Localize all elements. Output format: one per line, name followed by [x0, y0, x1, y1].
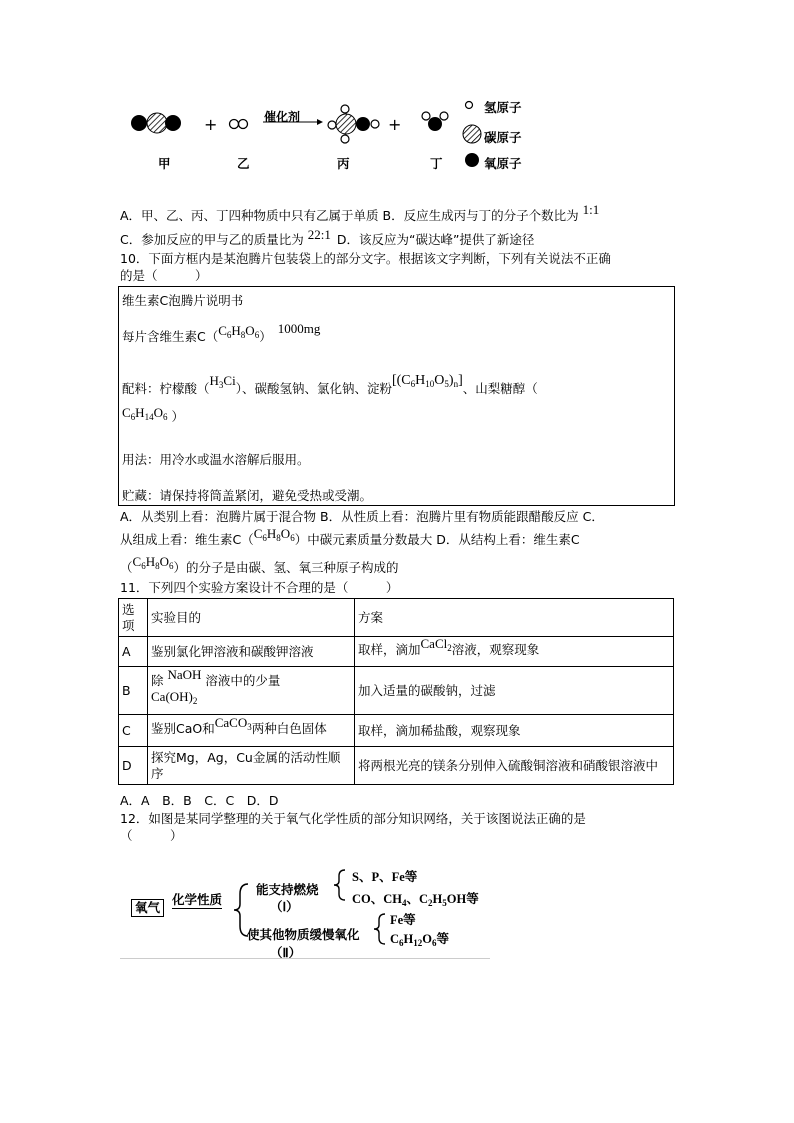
q9-option-ab: A．甲、乙、丙、丁四种物质中只有乙属于单质 B．反应生成丙与丁的分子个数比为 1:1	[120, 202, 600, 223]
table-row: C 鉴别CaO和CaCO$_3$两种白色固体 取样，滴加稀盐酸，观察现象	[119, 715, 674, 747]
molecule-bing	[328, 105, 379, 143]
table-row: A 鉴别氯化钾溶液和碳酸钾溶液 取样，滴加CaCl$_2$溶液，观察现象	[119, 637, 674, 667]
branch-combustion-b: CO、$CH_4$、$C_2H_5OH$等	[352, 892, 479, 908]
ratio-22-1: 22:1	[307, 227, 331, 242]
label-yi: 乙	[237, 156, 250, 171]
branch-combustion: 能支持燃烧	[256, 883, 319, 897]
q10-option-cd: 从组成上看：维生素$C(C_6H_8O_6)$中碳元素质量分数最大 D．从结构上看：维生素C	[120, 526, 580, 547]
branch-slow-a: Fe等	[390, 913, 416, 927]
q12-stem: 12．如图是某同学整理的关于氧气化学性质的部分知识网络，关于该图说法正确的是	[120, 811, 586, 826]
catalyst-label: 催化剂	[264, 110, 301, 124]
plus-sign-2: +	[388, 115, 402, 134]
q10-option-d-cont: $(C_6H_8O_6)$的分子是由碳、氢、氧三种原子构成的	[120, 554, 399, 575]
molecule-ding	[422, 112, 448, 131]
experiment-table	[118, 598, 674, 785]
branch-combustion-a: S、P、Fe等	[352, 870, 418, 884]
diagram-bottom-rule	[120, 958, 490, 959]
box-usage: 用法：用冷水或温水溶解后服用。	[122, 452, 310, 467]
header-purpose: 实验目的	[148, 599, 355, 637]
box-content-line: 每片含维生素$C(C_6H_8O_6)1000mg$	[122, 321, 321, 344]
q9-option-cd: C．参加反应的甲与乙的质量比为 22:1 D．该反应为“碳达峰”提供了新途径	[120, 227, 535, 247]
molecule-yi	[230, 120, 248, 129]
table-header-row	[119, 599, 674, 637]
q11-options: A．A B．B C．C D．D	[120, 793, 279, 808]
prop-chemical: 化学性质	[172, 893, 223, 907]
plus-sign-1: +	[204, 115, 218, 134]
legend-oxygen: 氧原子	[484, 156, 522, 171]
box-title: 维生素C泡腾片说明书	[122, 293, 244, 308]
branch-slow-oxidation: 使其他物质缓慢氧化	[247, 928, 360, 942]
q12-paren: （ ）	[120, 828, 183, 843]
legend-hydrogen: 氢原子	[484, 100, 522, 115]
box-ingredients-line: 配料：柠檬酸$(H_3Ci)$、碳酸氢钠、氯化钠、淀粉$[(C_6H_{10}O_5)_n]$、山梨糖醇（	[122, 373, 538, 396]
label-bing: 丙	[337, 156, 350, 171]
header-option: 选项	[119, 599, 148, 637]
root-oxygen: 氧气	[131, 899, 164, 917]
molecule-jia	[131, 113, 181, 133]
table-row: B 除 NaOH 溶液中的少量 $Ca(OH)_2$ 加入适量的碳酸钠，过滤	[119, 667, 674, 715]
box-storage: 贮藏：请保持将筒盖紧闭，避免受热或受潮。	[122, 488, 373, 503]
oxygen-knowledge-diagram	[120, 860, 490, 960]
q10-option-ab: A．从类别上看：泡腾片属于混合物 B．从性质上看：泡腾片里有物质能跟醋酸反应 C．	[120, 509, 604, 524]
q10-stem-line1: 10．下面方框内是某泡腾片包装袋上的部分文字。根据该文字判断，下列有关说法不正确	[120, 251, 611, 266]
table-row: D 探究Mg，Ag，Cu金属的活动性顺序 将两根光亮的镁条分别伸入硫酸铜溶液和硝酸银溶液中	[119, 747, 674, 785]
vitamin-c-label-box	[118, 286, 675, 506]
q11-stem: 11．下列四个实验方案设计不合理的是（ ）	[120, 580, 399, 595]
label-jia: 甲	[158, 156, 171, 171]
ratio-1-1: 1:1	[582, 202, 600, 217]
legend-carbon: 碳原子	[484, 130, 522, 145]
branch-slow-b: $C_6H_{12}O_6$等	[390, 932, 450, 948]
header-plan: 方案	[355, 599, 674, 637]
branch-combustion-tag: （Ⅰ）	[270, 900, 299, 914]
label-ding: 丁	[430, 156, 443, 171]
q10-stem-line2: 的是（ ）	[120, 268, 208, 283]
box-ingredients-line2: $C_6H_{14}O_6$ ）	[122, 405, 184, 424]
branch-slow-oxidation-tag: （Ⅱ）	[270, 946, 302, 960]
